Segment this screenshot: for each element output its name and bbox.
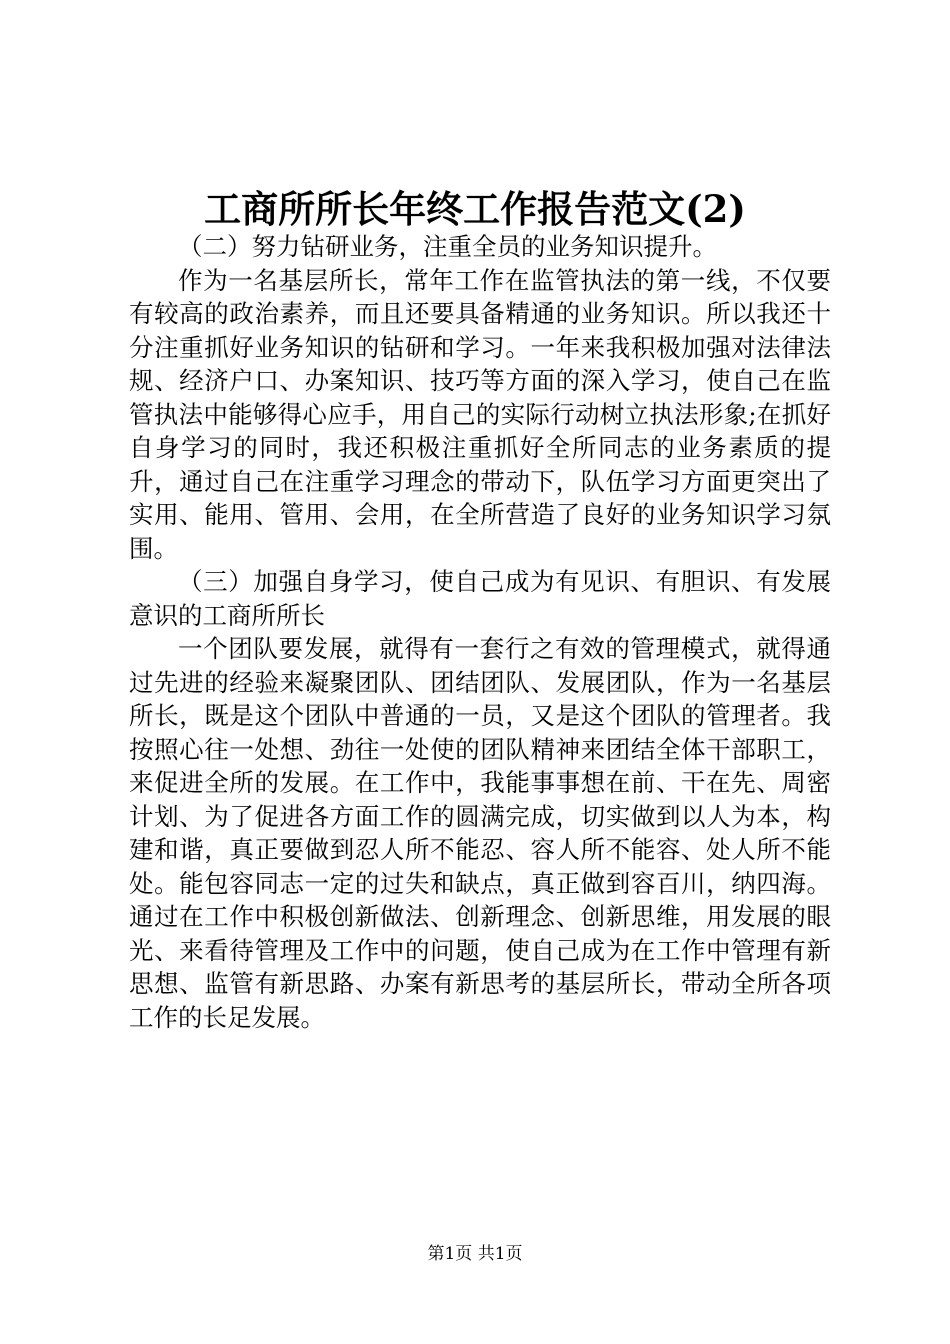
page-title: 工商所所长年终工作报告范文(2) xyxy=(204,187,746,231)
paragraph-business-study: 作为一名基层所长，常年工作在监管执法的第一线，不仅要有较高的政治素养，而且还要具备精通的业务知识。所以我还十分注重抓好业务知识的钻研和学习。一年来我积极加强对法律法规、经济户口、办案知识、技巧等方面的深入学习，使自己在监管执法中能够得心应手，用自己的实际行动树立执法形象;在抓好自身学习的同时，我还积极注重抓好全所同志的业务素质的提升，通过自己在注重学习理念的带动下，队伍学习方面更突出了实用、能用、管用、会用，在全所营造了良好的业务知识学习氛围。 xyxy=(129,265,831,563)
paragraph-team-management: 一个团队要发展，就得有一套行之有效的管理模式，就得通过先进的经验来凝聚团队、团结团队、发展团队，作为一名基层所长，既是这个团队中普通的一员，又是这个团队的管理者。我按照心往一处想、劲往一处使的团队精神来团结全体干部职工，来促进全所的发展。在工作中，我能事事想在前、干在先、周密计划、为了促进各方面工作的圆满完成，切实做到以人为本，构建和谐，真正要做到忍人所不能忍、容人所不能容、处人所不能处。能包容同志一定的过失和缺点，真正做到容百川，纳四海。通过在工作中积极创新做法、创新理念、创新思维，用发展的眼光、来看待管理及工作中的问题，使自己成为在工作中管理有新思想、监管有新思路、办案有新思考的基层所长，带动全所各项工作的长足发展。 xyxy=(129,634,831,1032)
document-body xyxy=(129,230,831,1034)
paragraph-section-two-heading: （二）努力钻研业务，注重全员的业务知识提升。 xyxy=(178,232,717,261)
page-number-footer: 第1页 共1页 xyxy=(427,1244,523,1264)
paragraph-section-three-heading: （三）加强自身学习，使自己成为有见识、有胆识、有发展意识的工商所所长 xyxy=(129,567,831,630)
